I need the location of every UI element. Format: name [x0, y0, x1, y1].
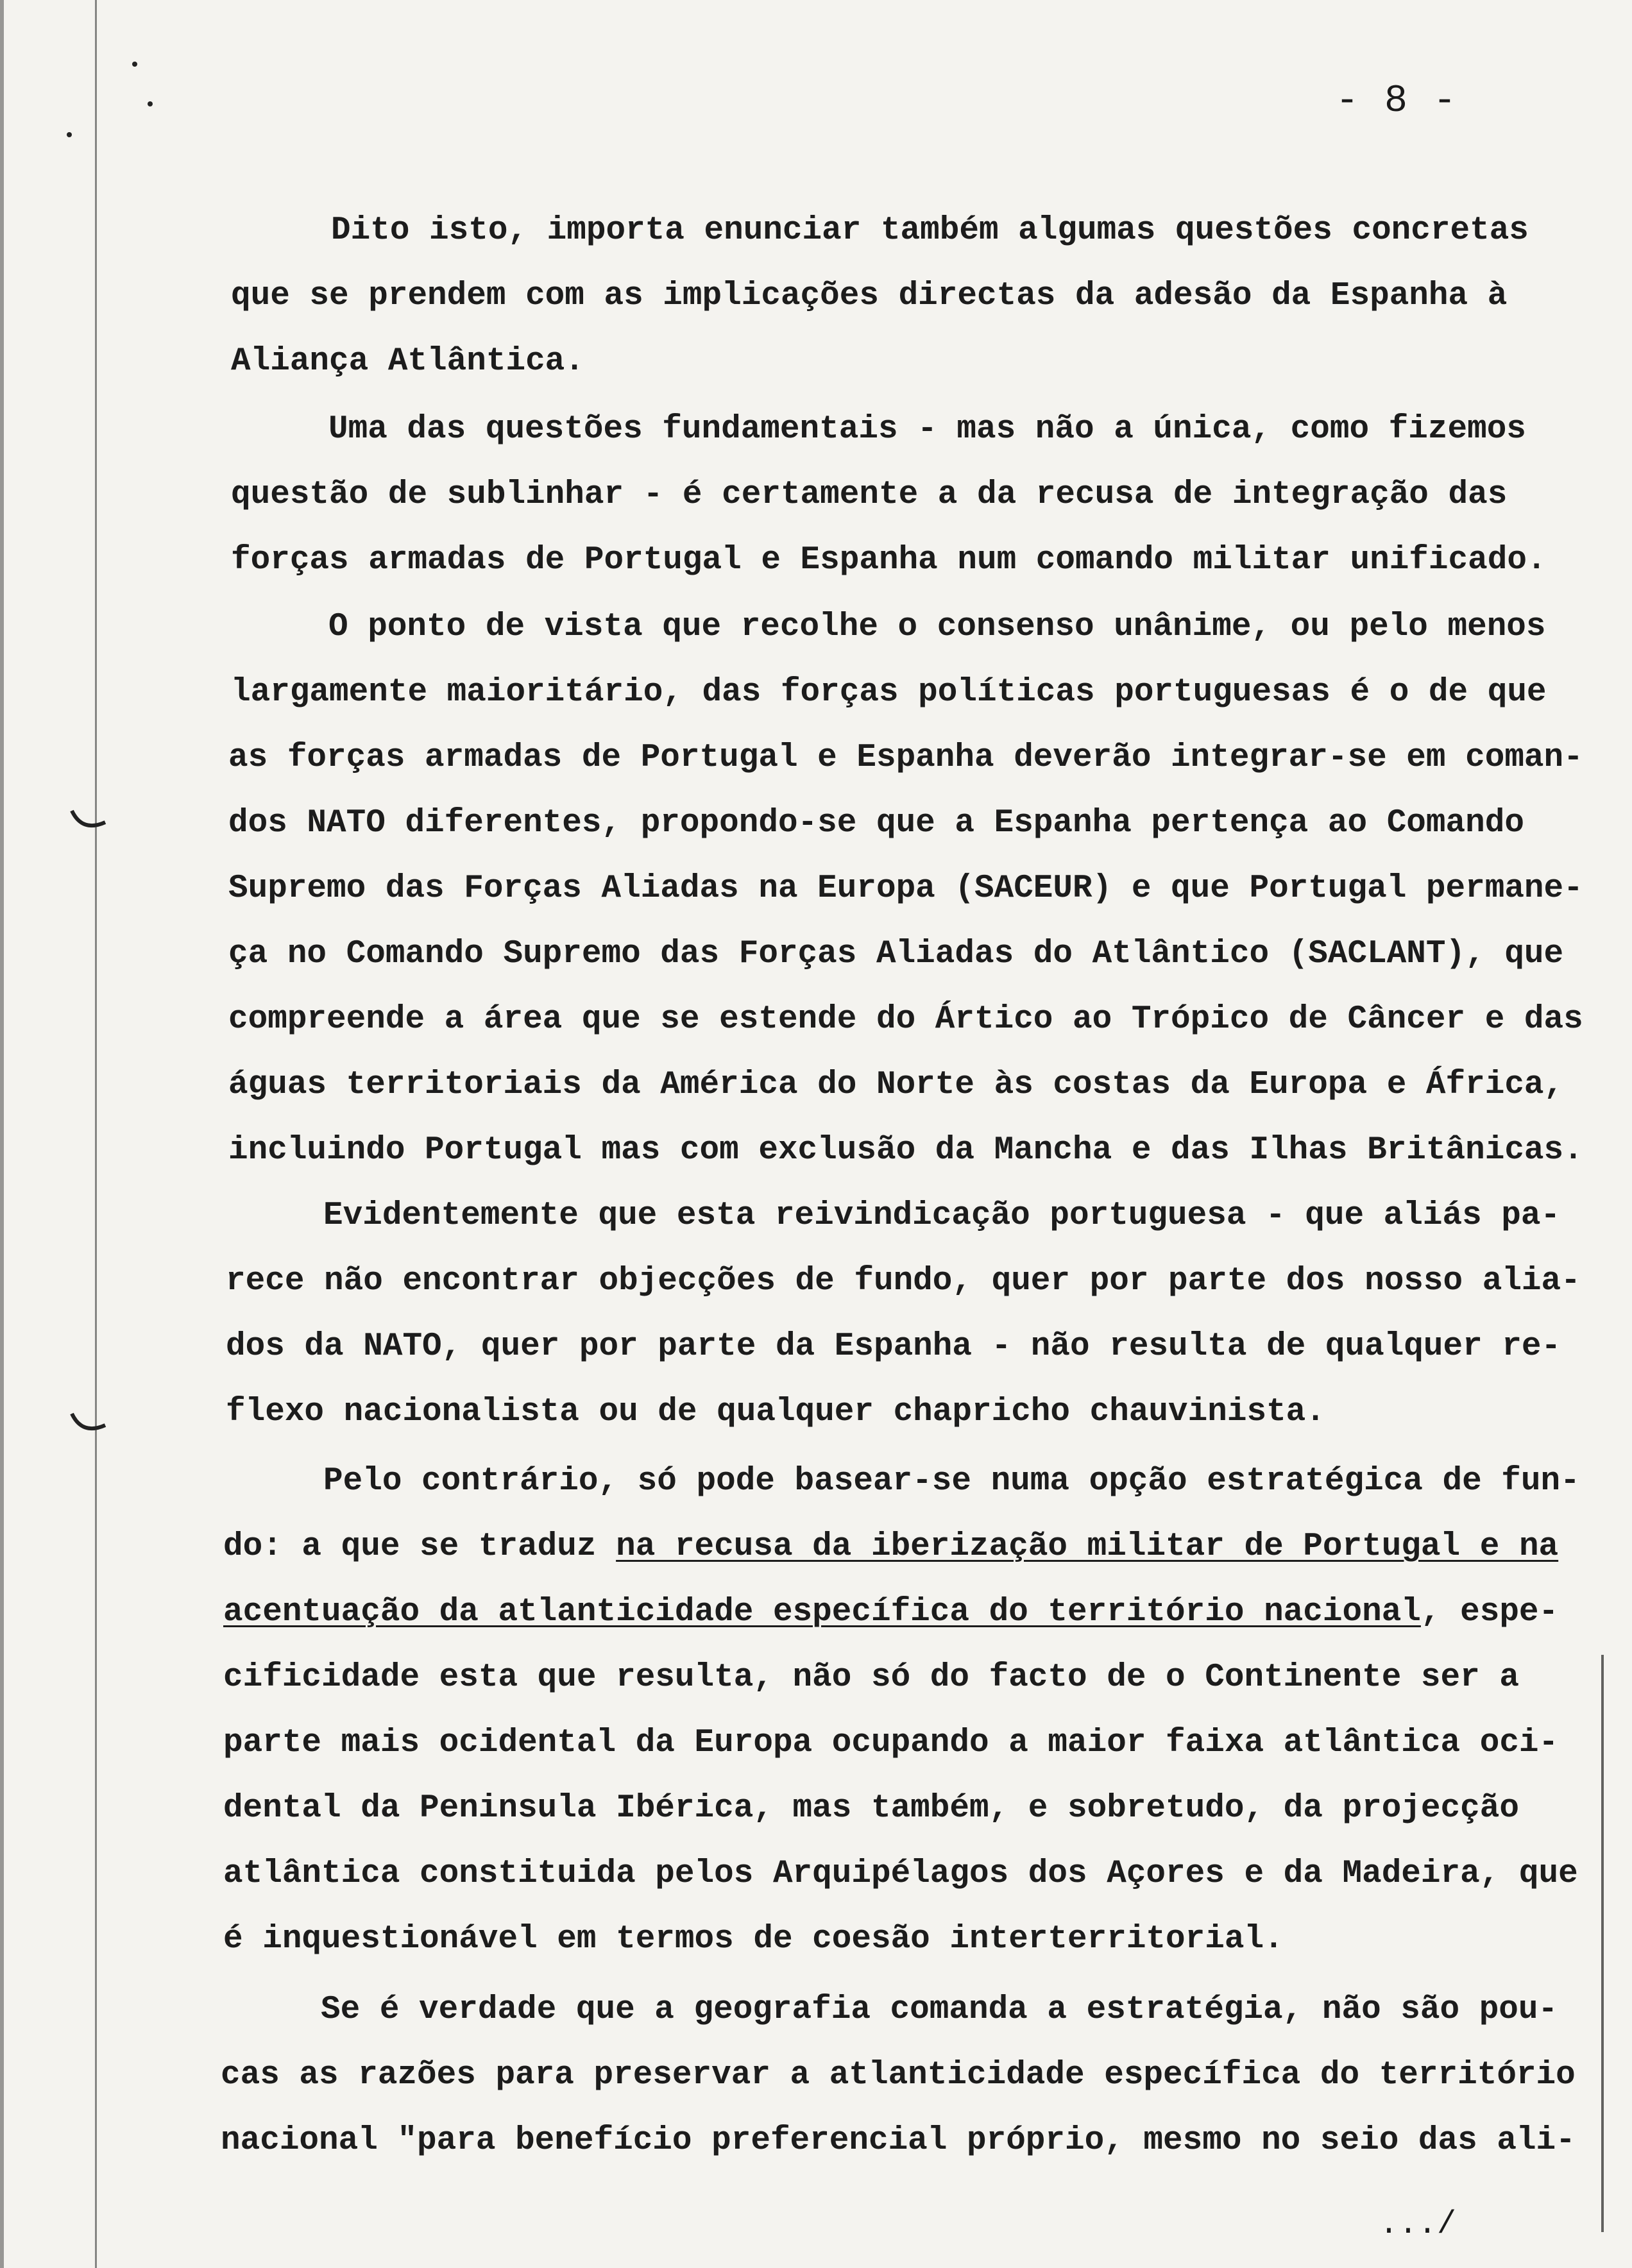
paragraph-line: largamente maioritário, das forças políticas portuguesas é o de que — [231, 674, 1547, 711]
line-text: , espe- — [1420, 1594, 1559, 1630]
paragraph-line: águas territoriais da América do Norte às costas da Europa e África, — [228, 1067, 1564, 1103]
paragraph-line: compreende a área que se estende do Ártico ao Trópico de Câncer e das — [228, 1001, 1583, 1038]
paragraph-line: Pelo contrário, só pode basear-se numa opção estratégica de fun- — [323, 1463, 1580, 1500]
paragraph-line: flexo nacionalista ou de qualquer chapricho chauvinista. — [226, 1394, 1325, 1430]
underlined-emphasis: acentuação da atlanticidade específica do território nacional — [223, 1594, 1421, 1630]
paragraph-line: O ponto de vista que recolhe o consenso unânime, ou pelo menos — [328, 609, 1546, 645]
paragraph-line: que se prendem com as implicações directas da adesão da Espanha à — [231, 278, 1508, 314]
margin-dot — [132, 62, 137, 67]
paragraph-line: Se é verdade que a geografia comanda a estratégia, não são pou- — [321, 1992, 1558, 2028]
paragraph-line: é inquestionável em termos de coesão interterritorial. — [223, 1921, 1284, 1958]
paragraph-line: atlântica constituida pelos Arquipélagos dos Açores e da Madeira, que — [223, 1856, 1578, 1892]
paragraph-line: dos da NATO, quer por parte da Espanha - não resulta de qualquer re- — [226, 1328, 1561, 1365]
paragraph-line: as forças armadas de Portugal e Espanha deverão integrar-se em coman- — [228, 740, 1583, 776]
paragraph-line: Supremo das Forças Aliadas na Europa (SACEUR) e que Portugal permane- — [228, 870, 1583, 907]
paragraph-line: Aliança Atlântica. — [231, 343, 584, 380]
margin-dot — [67, 132, 72, 137]
page-edge-shadow — [0, 0, 4, 2268]
margin-dot — [148, 101, 153, 106]
paragraph-line: cificidade esta que resulta, não só do facto de o Continente ser a — [223, 1659, 1519, 1696]
punch-hole-mark — [69, 1411, 108, 1437]
paragraph-line: Dito isto, importa enunciar também algumas questões concretas — [331, 212, 1529, 249]
page-number: - 8 - — [1336, 80, 1458, 123]
punch-hole-mark — [69, 808, 108, 834]
paragraph-line: parte mais ocidental da Europa ocupando a maior faixa atlântica oci- — [223, 1725, 1559, 1761]
paragraph-line: questão de sublinhar - é certamente a da recusa de integração das — [231, 477, 1508, 513]
paragraph-line: forças armadas de Portugal e Espanha num comando militar unificado. — [231, 542, 1547, 579]
underlined-emphasis: na recusa da iberização militar de Portugal e na — [616, 1528, 1559, 1565]
paragraph-line: Uma das questões fundamentais - mas não a única, como fizemos — [328, 411, 1526, 448]
paragraph-line — [223, 1528, 1558, 1566]
binding-margin-line — [95, 0, 97, 2268]
paragraph-line: dental da Peninsula Ibérica, mas também, e sobretudo, da projecção — [223, 1790, 1519, 1827]
paragraph-line — [223, 1593, 1558, 1632]
continuation-mark: .../ — [1379, 2206, 1457, 2243]
paragraph-line: dos NATO diferentes, propondo-se que a Espanha pertença ao Comando — [228, 805, 1524, 842]
paragraph-line: Evidentemente que esta reivindicação portuguesa - que aliás pa- — [323, 1197, 1561, 1234]
paragraph-line: ça no Comando Supremo das Forças Aliadas do Atlântico (SACLANT), que — [228, 936, 1564, 972]
paragraph-line: incluindo Portugal mas com exclusão da Mancha e das Ilhas Britânicas. — [228, 1132, 1583, 1169]
line-text: do: a que se traduz — [223, 1528, 616, 1565]
paragraph-line: rece não encontrar objecções de fundo, quer por parte dos nosso alia- — [226, 1263, 1581, 1299]
paragraph-line: nacional "para benefício preferencial próprio, mesmo no seio das ali- — [221, 2122, 1576, 2159]
paragraph-line: cas as razões para preservar a atlanticidade específica do território — [221, 2057, 1576, 2094]
margin-marker-bar — [1601, 1655, 1604, 2232]
